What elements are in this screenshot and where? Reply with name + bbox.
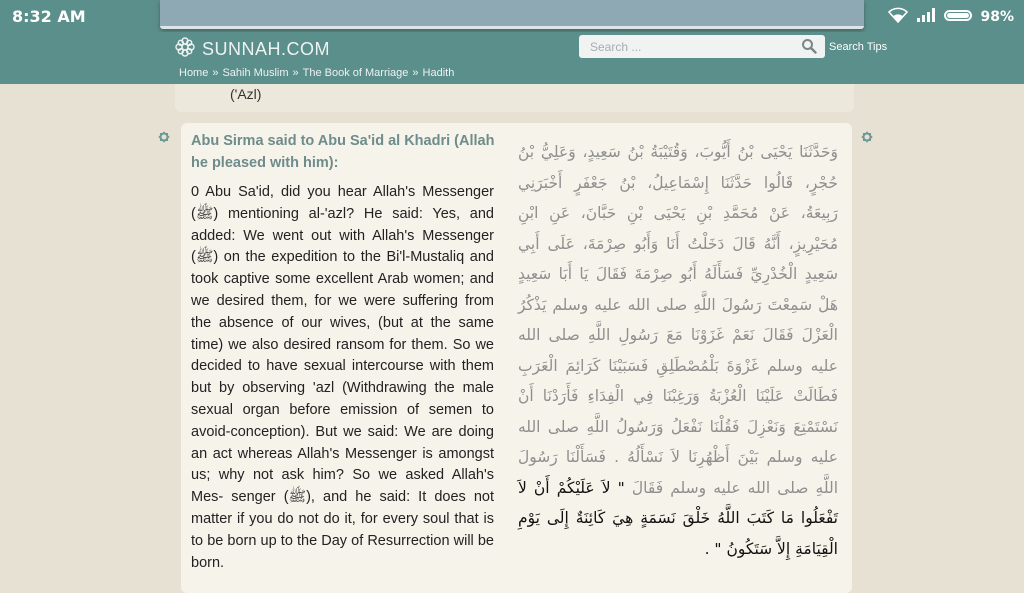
battery-icon bbox=[944, 9, 972, 25]
wifi-icon bbox=[888, 7, 908, 27]
breadcrumb-book[interactable]: The Book of Marriage bbox=[302, 67, 409, 79]
hadith-arabic-text bbox=[518, 137, 838, 564]
breadcrumb-collection[interactable]: Sahih Muslim bbox=[222, 67, 289, 79]
site-header bbox=[0, 32, 1024, 84]
battery-level-fill bbox=[947, 13, 969, 18]
notification-shade-handle[interactable] bbox=[160, 0, 864, 29]
hadith-narrator: Abu Sirma said to Abu Sa'id al Khadri (Allah he pleased with him): bbox=[191, 133, 495, 171]
search-tips-link[interactable]: Search Tips bbox=[829, 41, 888, 53]
previous-hadith-card bbox=[175, 84, 854, 112]
search-placeholder: Search ... bbox=[590, 40, 642, 54]
logo-text: SUNNAH.COM bbox=[202, 39, 331, 59]
signal-icon bbox=[916, 7, 936, 27]
breadcrumb-home[interactable]: Home bbox=[179, 67, 209, 79]
breadcrumb-hadith[interactable]: Hadith bbox=[422, 67, 455, 79]
hadith-english-text: 0 Abu Sa'id, did you hear Allah's Messenger (ﷺ) mentioning al-'azl? He said: Yes, and added: We went out with Allah's Messenger (ﷺ) on the expedition to the Bi'l-Mustaliq and took captive some excellent Arab women; and we desired them, for we were suffering from the absence of our wives, (but at the same time) we also desired ransom for them. So we decided to have sexual intercourse with them but by observing 'azl (Withdrawing the male sexual organ before emission of semen to avoid-conception). But we said: We are doing an act whereas Allah's Messenger is amongst us; why not ask him? So we asked Allah's Mes- senger (ﷺ), and he said: It does not matter if you do not do it, for every soul that is to be born up to the Day of Resurrection will be born. bbox=[191, 184, 494, 571]
previous-chapter-tail: ('Azl) bbox=[230, 86, 262, 102]
site-logo[interactable] bbox=[174, 36, 330, 63]
hadith-arabic-prophet-saying: " لاَ عَلَيْكُمْ أَنْ لاَ تَفْعَلُوا مَا كَتَبَ اللَّهُ خَلْقَ نَسَمَةٍ هِيَ كَائِنَةٌ إِلَى يَوْمِ الْقِيَامَةِ إِلاَّ سَتَكُونُ " ‏.‏ bbox=[518, 478, 838, 558]
search-input[interactable] bbox=[579, 35, 825, 58]
breadcrumb-separator: » bbox=[292, 67, 299, 79]
breadcrumb-separator: » bbox=[412, 67, 419, 79]
battery-percent: 98% bbox=[980, 9, 1014, 25]
breadcrumb bbox=[179, 67, 454, 79]
left-ornament-icon bbox=[155, 128, 173, 151]
breadcrumb-separator: » bbox=[212, 67, 219, 79]
search-icon[interactable] bbox=[801, 38, 817, 59]
right-ornament-icon bbox=[858, 128, 876, 151]
logo-flower-icon bbox=[174, 36, 196, 63]
status-icons bbox=[888, 7, 1014, 27]
status-time: 8:32 AM bbox=[12, 7, 86, 26]
hadith-arabic-chain: وَحَدَّثَنَا يَحْيَى بْنُ أَيُّوبَ، وَقُتَيْبَةُ بْنُ سَعِيدٍ، وَعَلِيُّ بْنُ حُجْرٍ، قَالُوا حَدَّثَنَا إِسْمَاعِيلُ، بْنُ جَعْفَرٍ أَخْبَرَنِي رَبِيعَةُ، عَنْ مُحَمَّدِ بْنِ يَحْيَى بْنِ حَبَّانَ، عَنِ ابْنِ مُحَيْرِيزٍ، أَنَّهُ قَالَ دَخَلْتُ أَنَا وَأَبُو صِرْمَةَ، عَلَى أَبِي سَعِيدٍ الْخُدْرِيِّ فَسَأَلَهُ أَبُو صِرْمَةَ فَقَالَ يَا أَبَا سَعِيدٍ هَلْ سَمِعْتَ رَسُولَ اللَّهِ صلى الله عليه وسلم يَذْكُرُ الْعَزْلَ فَقَالَ نَعَمْ غَزَوْنَا مَعَ رَسُولِ اللَّهِ صلى الله عليه وسلم غَزْوَةَ بَلْمُصْطَلِقِ فَسَبَيْنَا كَرَائِمَ الْعَرَبِ فَطَالَتْ عَلَيْنَا الْعُزْبَةُ وَرَغِبْنَا فِي الْفِدَاءِ فَأَرَدْنَا أَنْ نَسْتَمْتِعَ وَنَعْزِلَ فَقُلْنَا نَفْعَلُ وَرَسُولُ اللَّهِ صلى الله عليه وسلم بَيْنَ أَظْهُرِنَا لاَ نَسْأَلُهُ ‏.‏ فَسَأَلْنَا رَسُولَ اللَّهِ صلى الله عليه وسلم فَقَالَ bbox=[518, 143, 838, 497]
